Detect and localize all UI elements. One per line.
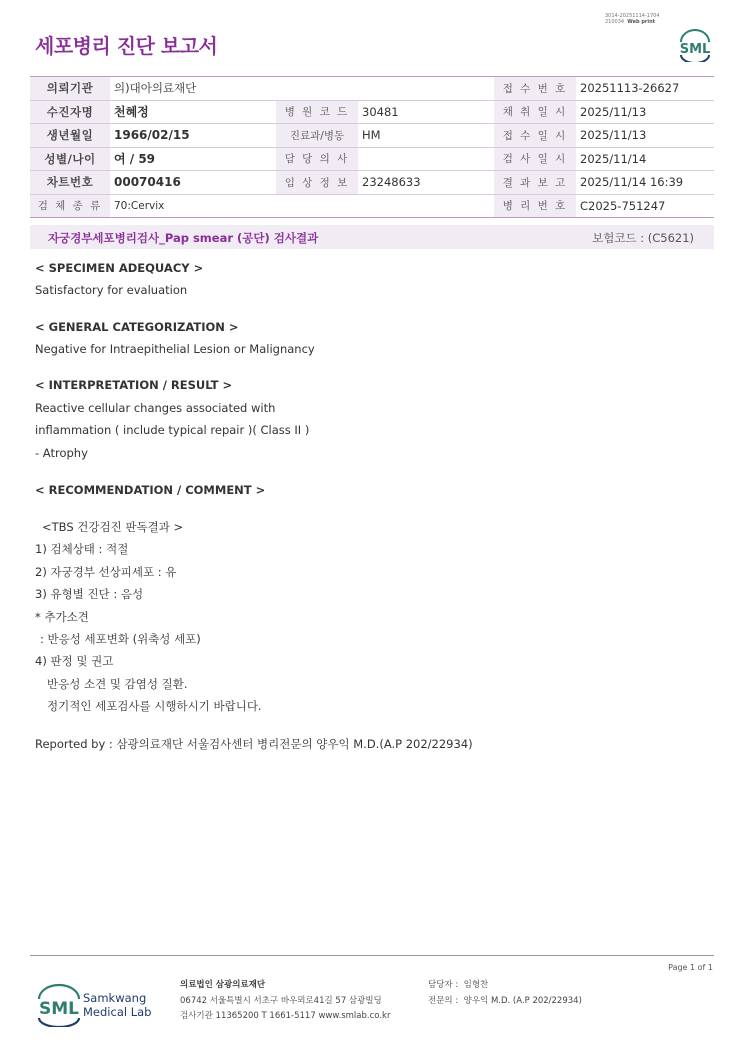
interpretation-line: inflammation ( include typical repair )( Class II ) — [35, 423, 310, 437]
info-row — [30, 100, 714, 124]
info-row — [30, 194, 714, 218]
print-id-line1: 3014-20251114-1704 — [605, 13, 660, 19]
footer-contact: 검사기관 11365200 T 1661-5117 www.smlab.co.kr — [180, 1011, 391, 1021]
value-hospital-code: 30481 — [358, 100, 494, 124]
report-title: 세포병리 진단 보고서 — [35, 34, 218, 58]
value-chart-number: 00070416 — [110, 171, 276, 195]
label-hospital-code: 병 원 코 드 — [276, 100, 358, 124]
value-receipt-date: 2025/11/13 — [576, 124, 714, 148]
reported-by: Reported by : 삼광의료재단 서울검사센터 병리전문의 양우익 M.D.(A.P 202/22934) — [35, 737, 473, 751]
recommendation-line: 1) 검체상태 : 적절 — [35, 542, 129, 556]
value-specimen-type: 70:Cervix — [110, 194, 494, 218]
value-pathology-number: C2025-751247 — [576, 194, 714, 218]
print-id-line2: 210034 — [605, 19, 625, 25]
label-clinical-info: 임 상 정 보 — [276, 171, 358, 195]
label-birth-date: 생년월일 — [30, 124, 110, 148]
samkwang-logo-icon — [36, 983, 156, 1027]
label-department: 진료과/병동 — [276, 124, 358, 148]
footer-specialist-label: 전문의 : — [428, 995, 459, 1006]
interpretation-line: Reactive cellular changes associated with — [35, 401, 276, 415]
label-exam-date: 검 사 일 시 — [494, 147, 576, 171]
insurance-code: 보험코드 : (C5621) — [592, 231, 694, 245]
footer-logo-mark: SML — [39, 999, 79, 1019]
recommendation-line: 2) 자궁경부 선상피세포 : 유 — [35, 565, 177, 579]
category-text: Negative for Intraepithelial Lesion or Malignancy — [35, 342, 315, 356]
print-id — [605, 13, 660, 25]
info-row — [30, 124, 714, 148]
recommendation-line: 정기적인 세포검사를 시행하시기 바랍니다. — [47, 699, 262, 713]
footer-specialist-name: 양우익 M.D. (A.P 202/22934) — [463, 995, 582, 1006]
footer-org-name: 의료법인 삼광의료재단 — [180, 980, 266, 990]
interpretation-line: - Atrophy — [35, 446, 88, 460]
value-collection-date: 2025/11/13 — [576, 100, 714, 124]
sml-logo-icon — [676, 26, 714, 62]
footer-logo-name-line2: Medical Lab — [83, 1005, 152, 1019]
label-collection-date: 채 취 일 시 — [494, 100, 576, 124]
logo-top-text: SML — [679, 42, 711, 57]
value-sex-age: 여 / 59 — [110, 147, 276, 171]
adequacy-text: Satisfactory for evaluation — [35, 283, 188, 297]
exam-title: 자궁경부세포병리검사_Pap smear (공단) 검사결과 — [48, 231, 319, 245]
label-result-report: 결 과 보 고 — [494, 171, 576, 195]
recommendation-line: : 반응성 세포변화 (위축성 세포) — [40, 632, 201, 646]
footer-staff-label: 담당자 : — [428, 980, 459, 990]
info-row — [30, 77, 714, 101]
page-number: Page 1 of 1 — [668, 963, 713, 972]
recommendation-line: * 추가소견 — [35, 610, 89, 624]
label-attending-doctor: 담 당 의 사 — [276, 147, 358, 171]
print-label: Web print — [627, 19, 656, 25]
footer-divider — [30, 955, 714, 956]
value-receipt-number: 20251113-26627 — [576, 77, 714, 101]
value-clinical-info: 23248633 — [358, 171, 494, 195]
recommendation-line: 3) 유형별 진단 : 음성 — [35, 587, 144, 601]
value-department: HM — [358, 124, 494, 148]
recommendation-line: 4) 판정 및 권고 — [35, 654, 114, 668]
label-specimen-type: 검 체 종 류 — [30, 194, 110, 218]
label-pathology-number: 병 리 번 호 — [494, 194, 576, 218]
label-sex-age: 성별/나이 — [30, 147, 110, 171]
value-patient-name: 천혜정 — [110, 100, 276, 124]
recommendation-line: 반응성 소견 및 감염성 질환. — [47, 677, 188, 691]
label-requesting-org: 의뢰기관 — [30, 77, 110, 101]
category-heading: < GENERAL CATEGORIZATION > — [35, 320, 239, 334]
patient-info-table — [30, 76, 714, 218]
label-chart-number: 차트번호 — [30, 171, 110, 195]
label-receipt-date: 접 수 일 시 — [494, 124, 576, 148]
info-row — [30, 171, 714, 195]
value-result-report: 2025/11/14 16:39 — [576, 171, 714, 195]
value-attending-doctor — [358, 147, 494, 171]
adequacy-heading: < SPECIMEN ADEQUACY > — [35, 261, 204, 275]
interpretation-heading: < INTERPRETATION / RESULT > — [35, 378, 233, 392]
value-exam-date: 2025/11/14 — [576, 147, 714, 171]
value-requesting-org: 의)대아의료재단 — [110, 77, 494, 101]
label-receipt-number: 접 수 번 호 — [494, 77, 576, 101]
label-patient-name: 수진자명 — [30, 100, 110, 124]
footer-staff-block — [428, 978, 582, 1009]
recommendation-line: <TBS 건강검진 판독결과 > — [42, 520, 184, 534]
footer-staff-name: 임형찬 — [463, 980, 489, 990]
value-birth-date: 1966/02/15 — [110, 124, 276, 148]
footer-address: 06742 서울특별시 서초구 바우뫼로41길 57 삼광빌딩 — [180, 995, 382, 1006]
footer-address-block — [180, 978, 390, 1025]
footer-logo-name-line1: Samkwang — [83, 991, 147, 1005]
info-row — [30, 147, 714, 171]
recommendation-heading: < RECOMMENDATION / COMMENT > — [35, 483, 266, 497]
